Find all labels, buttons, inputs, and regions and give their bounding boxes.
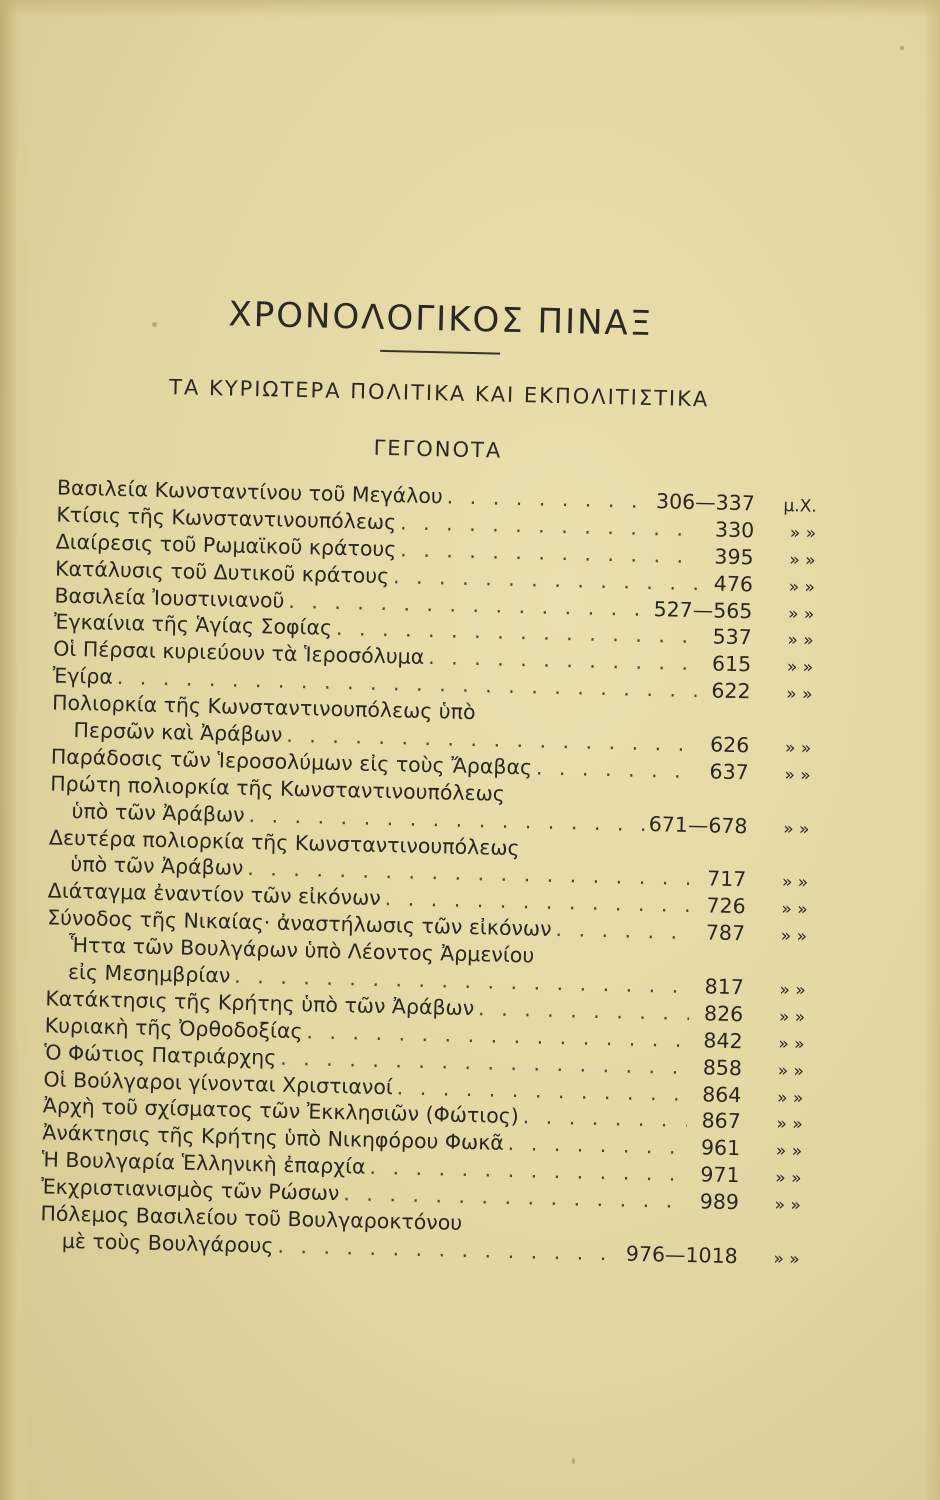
entry-event: Ἧττα τῶν Βουλγάρων ὑπὸ Λέοντος Ἀρμενίου <box>68 933 535 968</box>
entry-year: 867 <box>701 1108 742 1134</box>
entry-event: Σύνοδος τῆς Νικαίας· ἀναστήλωσις τῶν εἰκόνων <box>46 905 552 942</box>
entry-era-mark: » » <box>789 523 817 544</box>
entry-year: 626 <box>709 732 750 758</box>
entry-event: Κτίσις τῆς Κωνσταντινουπόλεως <box>56 502 397 535</box>
entry-year: 826 <box>703 1001 744 1027</box>
dot-leader <box>555 916 691 946</box>
entry-event: Βασιλεία Κωνσταντίνου τοῦ Μεγάλου <box>56 475 444 509</box>
entry-year: 537 <box>712 624 753 650</box>
entry-year: 976—1018 <box>625 1241 738 1269</box>
subtitle-line-1: ΤΑ ΚΥΡΙΩΤΕΡΑ ΠΟΛΙΤΙΚΑ ΚΑΙ ΕΚΠΟΛΙΤΙΣΤΙΚΑ <box>168 375 710 412</box>
entry-era-mark: » » <box>787 603 815 625</box>
entry-event: Ἡ Βουλγαρία Ἑλληνικὴ ἐπαρχία <box>41 1147 366 1179</box>
chronology-list <box>40 475 817 1272</box>
entry-event: Ἐκχριστιανισμὸς τῶν Ρώσων <box>40 1174 340 1206</box>
entry-year: 330 <box>714 517 755 543</box>
entry-era-mark: » » <box>774 1195 802 1216</box>
entry-era-mark: » » <box>775 1141 803 1162</box>
entry-year: 615 <box>711 651 752 677</box>
entry-year: 726 <box>706 893 746 919</box>
subtitle-line-2: ΓΕΓΟΝΟΤΑ <box>373 435 503 463</box>
entry-era-mark: » » <box>786 657 814 679</box>
entry-era-mark: » » <box>787 630 814 652</box>
entry-year: 817 <box>704 974 745 1000</box>
entry-era-mark: » » <box>775 1168 802 1189</box>
entry-event: Οἱ Πέρσαι κυριεύουν τὰ Ἱεροσόλυμα <box>53 636 425 670</box>
entry-era-mark: » » <box>778 1033 805 1055</box>
entry-year: 476 <box>713 571 754 597</box>
entry-era-mark: » » <box>776 1114 803 1136</box>
entry-event: Πρώτη πολιορκία τῆς Κωνσταντινουπόλεως <box>49 771 506 806</box>
entry-era-mark: μ.Χ. <box>783 496 817 517</box>
entry-era-mark: » » <box>788 576 816 598</box>
entry-event: Βασιλεία Ἰουστινιανοῦ <box>54 583 285 613</box>
paper-spot <box>152 322 157 327</box>
entry-era-mark: » » <box>777 1060 805 1082</box>
entry-event: Διάταγμα ἐναντίον τῶν εἰκόνων <box>47 878 382 911</box>
entry-year: 395 <box>714 544 754 570</box>
dot-leader <box>508 1130 687 1161</box>
entry-era-mark: » » <box>784 765 811 786</box>
dot-leader <box>522 1104 687 1135</box>
paper-spot <box>900 46 904 50</box>
entry-year: 842 <box>703 1028 743 1054</box>
entry-era-mark: » » <box>781 872 809 894</box>
entry-year: 858 <box>702 1055 743 1080</box>
page-title: ΧΡΟΝΟΛΟΓΙΚΟΣ ΠΙΝΑΞ <box>228 294 654 345</box>
entry-era-mark: » » <box>789 549 816 571</box>
entry-era-mark: » » <box>776 1087 804 1109</box>
entry-event: εἰς Μεσημβρίαν <box>67 959 231 988</box>
entry-event: Κυριακὴ τῆς Ὀρθοδοξίας <box>44 1013 303 1044</box>
entry-event: Κατάλυσις τοῦ Δυτικοῦ κράτους <box>54 556 390 588</box>
entry-event: Ἀρχὴ τοῦ σχίσματος τῶν Ἐκκλησιῶν (Φώτιος) <box>42 1093 520 1129</box>
entry-era-mark: » » <box>780 926 808 947</box>
entry-year: 527—565 <box>653 596 753 623</box>
entry-era-mark: » » <box>784 738 812 759</box>
entry-event: Ἐγίρα <box>52 663 114 690</box>
entry-event: Δευτέρα πολιορκία τῆς Κωνσταντινουπόλεως <box>48 825 520 860</box>
entry-event: Ὁ Φώτιος Πατριάρχης <box>43 1040 277 1070</box>
dot-leader <box>536 754 695 785</box>
entry-year: 989 <box>699 1189 740 1215</box>
entry-year: 717 <box>706 866 747 892</box>
entry-event: Ἀνάκτησις τῆς Κρήτης ὑπὸ Νικηφόρου Φωκᾶ <box>42 1120 505 1156</box>
entry-year: 622 <box>711 678 751 704</box>
entry-event: Διαίρεσις τοῦ Ρωμαϊκοῦ κράτους <box>55 529 397 562</box>
entry-year: 787 <box>705 920 746 946</box>
entry-year: 671—678 <box>648 811 748 838</box>
entry-era-mark: » » <box>786 684 813 705</box>
entry-event: Κατάκτησις τῆς Κρήτης ὑπὸ τῶν Ἀράβων <box>45 986 475 1021</box>
entry-event: Περσῶν καὶ Ἀράβων <box>73 718 283 747</box>
entry-event: Πολιορκία τῆς Κωνσταντινουπόλεως ὑπὸ <box>51 690 476 725</box>
entry-event: ὑπὸ τῶν Ἀράβων <box>70 852 244 881</box>
paper-spot <box>572 1458 575 1464</box>
entry-era-mark: » » <box>779 980 806 1001</box>
entry-era-mark: » » <box>782 818 810 840</box>
entry-year: 306—337 <box>655 489 756 516</box>
entry-event: μὲ τοὺς Βουλγάρους <box>61 1228 274 1258</box>
entry-year: 637 <box>709 759 749 785</box>
entry-event: Πόλεμος Βασιλείου τοῦ Βουλγαροκτόνου <box>40 1201 463 1235</box>
entry-event: Παράδοσις τῶν Ἱεροσολύμων εἰς τοὺς Ἄραβας <box>50 744 533 780</box>
entry-event: Ἐγκαίνια τῆς Ἁγίας Σοφίας <box>53 609 333 641</box>
entry-era-mark: » » <box>773 1248 800 1270</box>
entry-year: 971 <box>700 1162 740 1188</box>
entry-year: 864 <box>701 1081 742 1107</box>
entry-event: ὑπὸ τῶν Ἀράβων <box>71 798 245 827</box>
entry-event: Οἱ Βούλγαροι γίνονται Χριστιανοί <box>43 1066 394 1099</box>
title-underline <box>380 350 500 355</box>
entry-era-mark: » » <box>778 1006 806 1028</box>
entry-era-mark: » » <box>781 899 808 921</box>
entry-year: 961 <box>700 1135 741 1161</box>
